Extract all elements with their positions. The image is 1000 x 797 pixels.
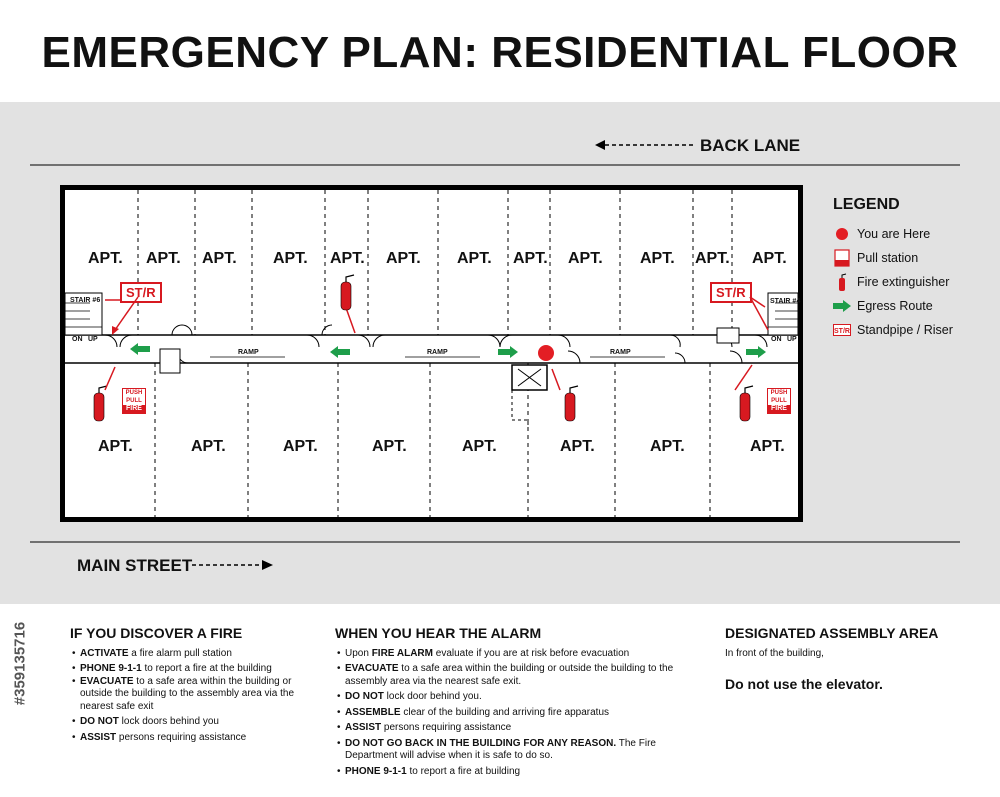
elevator-note: Do not use the elevator.	[725, 676, 883, 692]
apartment-label: APT.	[386, 250, 421, 267]
back-lane-line	[30, 130, 960, 170]
standpipe-icon	[833, 321, 851, 339]
apartment-label: APT.	[88, 250, 123, 267]
pull-station-pull: PULL	[126, 398, 142, 404]
apartment-label: APT.	[568, 250, 603, 267]
apartment-label: APT.	[750, 438, 785, 455]
apartment-label: APT.	[695, 250, 730, 267]
list-item: • PHONE 9-1-1 to report a fire at the building	[80, 663, 310, 676]
legend-label: Fire extinguisher	[857, 275, 950, 289]
back-lane-label: BACK LANE	[700, 136, 801, 155]
legend-item	[833, 270, 953, 294]
apartment-label: APT.	[752, 250, 787, 267]
apartment-label: APT.	[283, 438, 318, 455]
apartment-label: APT.	[202, 250, 237, 267]
apartment-label: APT.	[146, 250, 181, 267]
pull-station-push: PUSH	[125, 390, 143, 396]
stair-up-label: UP	[787, 336, 797, 343]
pull-station-icon	[833, 249, 851, 267]
apartment-label: APT.	[273, 250, 308, 267]
list-item: • DO NOT lock doors behind you	[80, 716, 310, 729]
you-are-here-icon	[833, 225, 851, 243]
ramp-label: RAMP	[610, 349, 631, 356]
svg-text:ST/R: ST/R	[834, 328, 850, 335]
apartment-label: APT.	[372, 438, 407, 455]
stair-6-label: STAIR #6	[70, 297, 101, 304]
ramp-label: RAMP	[238, 349, 259, 356]
standpipe-icon: ST/R	[120, 282, 162, 303]
legend-label: Standpipe / Riser	[857, 323, 953, 337]
list-item: • ACTIVATE a fire alarm pull station	[80, 648, 310, 661]
stair-on-label: ON	[771, 336, 782, 343]
list-item: • DO NOT lock door behind you.	[345, 691, 695, 704]
assembly-text: In front of the building,	[725, 647, 824, 659]
pull-station-icon	[122, 388, 146, 414]
legend-title: LEGEND	[833, 196, 900, 213]
apartment-label: APT.	[98, 438, 133, 455]
legend-label: You are Here	[857, 227, 931, 241]
pull-station-push: PUSH	[770, 390, 788, 396]
pull-station-fire: FIRE	[123, 405, 145, 413]
list-item: • DO NOT GO BACK IN THE BUILDING FOR ANY REASON. The Fire Department will advise when it is safe to do so.	[345, 738, 695, 763]
pull-station-pull: PULL	[771, 398, 787, 404]
list-item: • ASSIST persons requiring assistance	[345, 722, 695, 735]
stair-on-label: ON	[72, 336, 83, 343]
list-item: • ASSIST persons requiring assistance	[80, 732, 310, 745]
list-item: • PHONE 9-1-1 to report a fire at building	[345, 766, 695, 779]
stair-up-label: UP	[88, 336, 98, 343]
legend-label: Egress Route	[857, 299, 933, 313]
apartment-label: APT.	[330, 250, 365, 267]
pull-station-fire: FIRE	[768, 405, 790, 413]
standpipe-icon: ST/R	[710, 282, 752, 303]
apartment-label: APT.	[640, 250, 675, 267]
section-title: WHEN YOU HEAR THE ALARM	[335, 625, 542, 641]
stair-4-label: STAIR #4	[770, 298, 801, 305]
legend-label: Pull station	[857, 251, 919, 265]
egress-arrow-icon	[833, 297, 851, 315]
list-item: • Upon FIRE ALARM evaluate if you are at risk before evacuation	[345, 648, 695, 661]
section-title: DESIGNATED ASSEMBLY AREA	[725, 625, 939, 641]
plan-markers	[60, 185, 803, 522]
fire-extinguisher-icon	[833, 273, 851, 291]
list-item: • EVACUATE to a safe area within the building or outside the building to the assembly area via the nearest safe exit.	[345, 663, 695, 688]
legend-item	[833, 246, 953, 270]
legend-item	[833, 294, 953, 318]
legend-item	[833, 318, 953, 342]
apartment-label: APT.	[650, 438, 685, 455]
discover-fire-section	[70, 627, 310, 747]
apartment-label: APT.	[462, 438, 497, 455]
list-item: • ASSEMBLE clear of the building and arriving fire apparatus	[345, 707, 695, 720]
section-title: IF YOU DISCOVER A FIRE	[70, 625, 243, 641]
ramp-label: RAMP	[427, 349, 448, 356]
apartment-label: APT.	[457, 250, 492, 267]
assembly-area-section	[725, 627, 985, 691]
apartment-label: APT.	[191, 438, 226, 455]
apartment-label: APT.	[513, 250, 548, 267]
legend	[833, 196, 953, 342]
main-street-label: MAIN STREET	[77, 556, 193, 575]
legend-item	[833, 222, 953, 246]
stock-id: #359135716	[11, 621, 29, 706]
page-title: EMERGENCY PLAN: RESIDENTIAL FLOOR	[41, 28, 959, 77]
list-item: • EVACUATE to a safe area within the building or outside the building to the assembly area via the nearest safe exit	[80, 676, 310, 714]
pull-station-icon	[767, 388, 791, 414]
apartment-label: APT.	[560, 438, 595, 455]
hear-alarm-section	[335, 627, 695, 781]
